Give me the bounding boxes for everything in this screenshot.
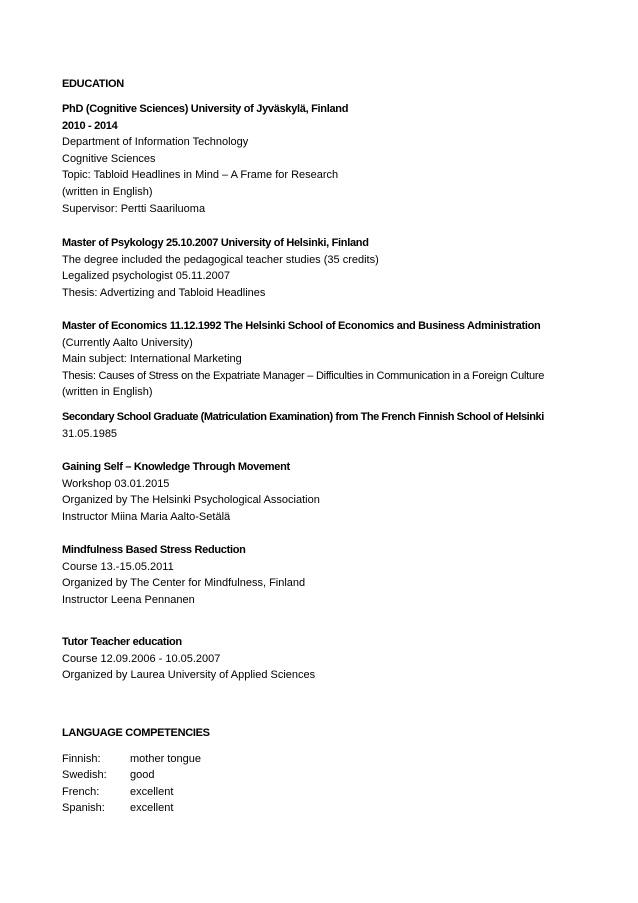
language-row <box>62 767 210 784</box>
economics-title: Master of Economics 11.12.1992 The Helsinki School of Economics and Business Administration <box>62 320 541 332</box>
economics-line: (Currently Aalto University) <box>62 336 193 349</box>
gaining-line: Organized by The Helsinki Psychological Association <box>62 494 320 507</box>
secondary-block <box>62 409 544 442</box>
education-heading: EDUCATION <box>62 78 124 90</box>
psychology-title: Master of Psykology 25.10.2007 University of Helsinki, Finland <box>62 237 369 249</box>
secondary-title: Secondary School Graduate (Matriculation Examination) from The French Finnish School of Helsinki <box>62 411 544 423</box>
phd-title: PhD (Cognitive Sciences) University of Jyväskylä, Finland <box>62 103 349 115</box>
phd-field: Cognitive Sciences <box>62 152 156 165</box>
language-row <box>62 751 210 768</box>
economics-block <box>62 318 544 401</box>
psychology-block <box>62 235 379 301</box>
languages-heading: LANGUAGE COMPETENCIES <box>62 727 210 739</box>
languages-block <box>62 725 210 817</box>
language-name: French: <box>62 785 100 798</box>
mindfulness-block <box>62 542 305 608</box>
tutor-title: Tutor Teacher education <box>62 636 182 648</box>
language-row <box>62 800 210 817</box>
phd-years: 2010 - 2014 <box>62 119 118 132</box>
language-name: Spanish: <box>62 802 105 815</box>
tutor-line: Course 12.09.2006 - 10.05.2007 <box>62 652 221 665</box>
language-name: Swedish: <box>62 769 107 782</box>
mindfulness-line: Instructor Leena Pennanen <box>62 593 195 606</box>
language-name: Finnish: <box>62 752 101 765</box>
language-row <box>62 784 210 801</box>
phd-department: Department of Information Technology <box>62 136 249 149</box>
gaining-line: Instructor Miina Maria Aalto-Setälä <box>62 510 231 523</box>
psychology-line: Thesis: Advertizing and Tabloid Headlines <box>62 286 266 299</box>
phd-supervisor: Supervisor: Pertti Saariluoma <box>62 202 206 215</box>
secondary-date: 31.05.1985 <box>62 427 118 440</box>
economics-line: Thesis: Causes of Stress on the Expatriate Manager – Difficulties in Communication in a Foreign Culture <box>62 369 545 382</box>
gaining-title: Gaining Self – Knowledge Through Movement <box>62 461 290 473</box>
gaining-line: Workshop 03.01.2015 <box>62 477 170 490</box>
psychology-line: Legalized psychologist 05.11.2007 <box>62 270 230 283</box>
tutor-line: Organized by Laurea University of Applied Sciences <box>62 669 316 682</box>
phd-block <box>62 101 348 217</box>
phd-language: (written in English) <box>62 185 153 198</box>
economics-line: (written in English) <box>62 386 153 399</box>
psychology-line: The degree included the pedagogical teacher studies (35 credits) <box>62 253 379 266</box>
language-level: excellent <box>130 802 174 815</box>
language-level: good <box>130 769 155 782</box>
mindfulness-line: Course 13.-15.05.2011 <box>62 560 174 573</box>
mindfulness-line: Organized by The Center for Mindfulness, Finland <box>62 577 306 590</box>
economics-line: Main subject: International Marketing <box>62 353 242 366</box>
tutor-block <box>62 634 315 684</box>
language-level: excellent <box>130 785 174 798</box>
phd-topic: Topic: Tabloid Headlines in Mind – A Frame for Research <box>62 169 339 182</box>
gaining-block <box>62 459 320 525</box>
language-level: mother tongue <box>130 752 201 765</box>
mindfulness-title: Mindfulness Based Stress Reduction <box>62 544 246 556</box>
